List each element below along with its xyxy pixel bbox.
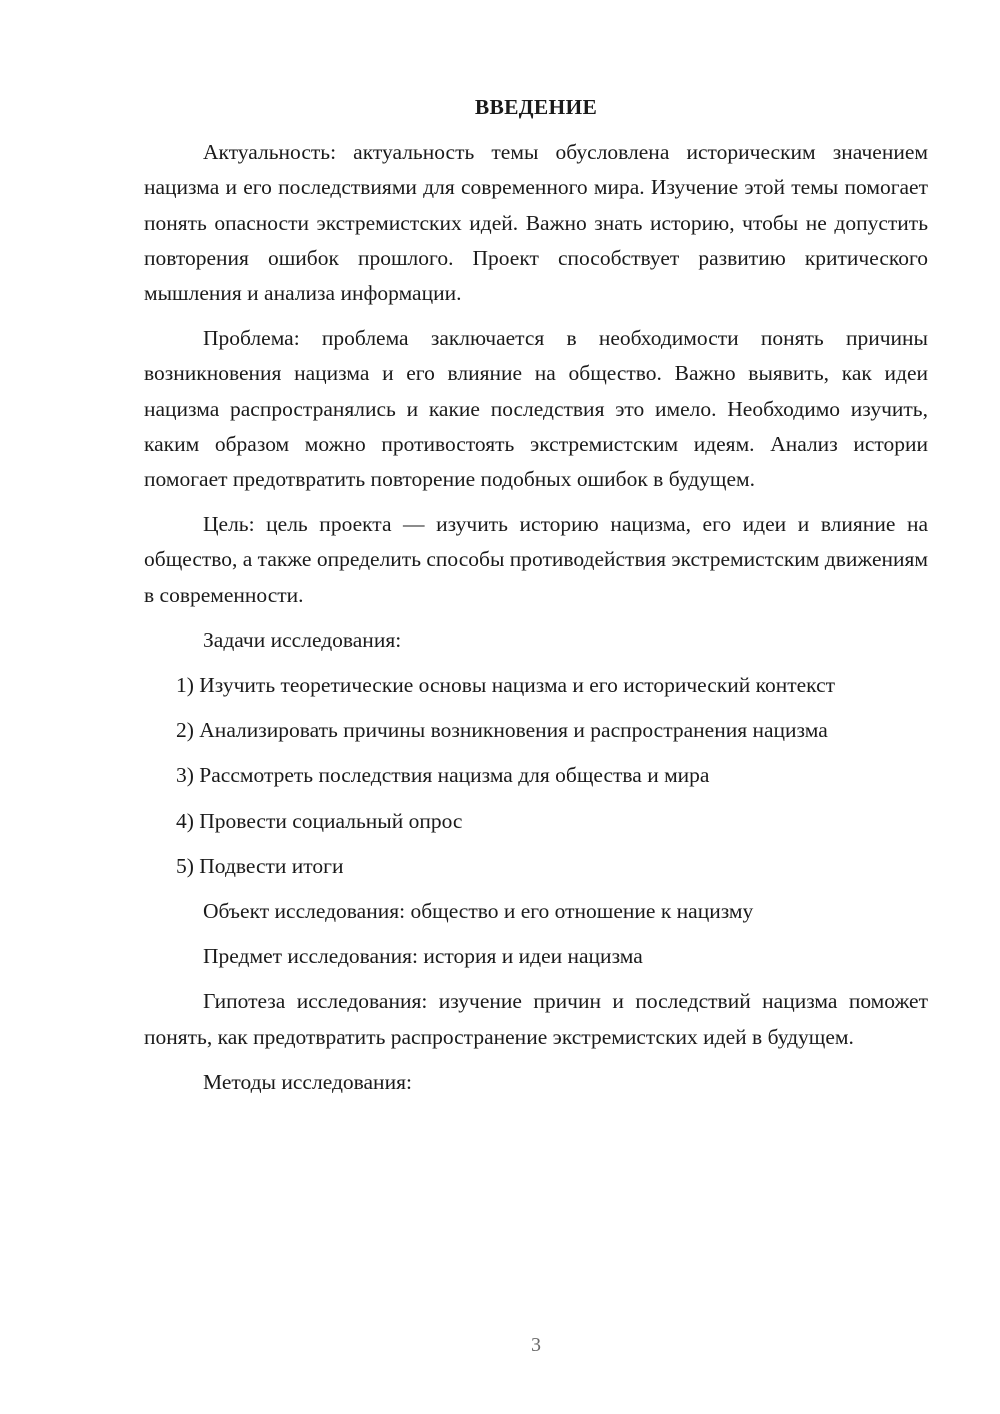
page-title: ВВЕДЕНИЕ	[474, 95, 598, 119]
hypothesis-paragraph: Гипотеза исследования: изучение причин и последствий нацизма поможет понять, как предотвратить распространение экстремистских идей в будущем.	[144, 989, 928, 1049]
problem-paragraph: Проблема: проблема заключается в необходимости понять причины возникновения нацизма и его влияние на общество. Важно выявить, как идеи нацизма распространялись и какие последствия это имело. Необходимо изучить, каким образом можно противостоять экстремистским идеям. Анализ истории помогает предотвратить повторение подобных ошибок в будущем.	[144, 326, 928, 492]
task-item: 1) Изучить теоретические основы нацизма и его исторический контекст	[176, 673, 836, 698]
task-item: 2) Анализировать причины возникновения и распространения нацизма	[176, 718, 828, 743]
research-subject: Предмет исследования: история и идеи нацизма	[203, 944, 643, 969]
research-object: Объект исследования: общество и его отношение к нацизму	[203, 899, 754, 924]
task-item: 4) Провести социальный опрос	[176, 808, 463, 833]
document-page	[144, 90, 928, 1110]
task-item: 5) Подвести итоги	[176, 853, 344, 878]
tasks-heading: Задачи исследования:	[203, 627, 402, 652]
goal-paragraph: Цель: цель проекта — изучить историю нацизма, его идеи и влияние на общество, а также определить способы противодействия экстремистским движениям в современности.	[144, 512, 929, 607]
task-item: 3) Рассмотреть последствия нацизма для общества и мира	[176, 763, 710, 788]
methods-heading: Методы исследования:	[203, 1069, 412, 1094]
relevance-paragraph: Актуальность: актуальность темы обусловлена историческим значением нацизма и его последствиями для современного мира. Изучение этой темы помогает понять опасности экстремистских идей. Важно знать историю, чтобы не допустить повторения ошибок прошлого. Проект способствует развитию критического мышления и анализа информации.	[144, 140, 928, 306]
page-number: 3	[531, 1334, 541, 1356]
